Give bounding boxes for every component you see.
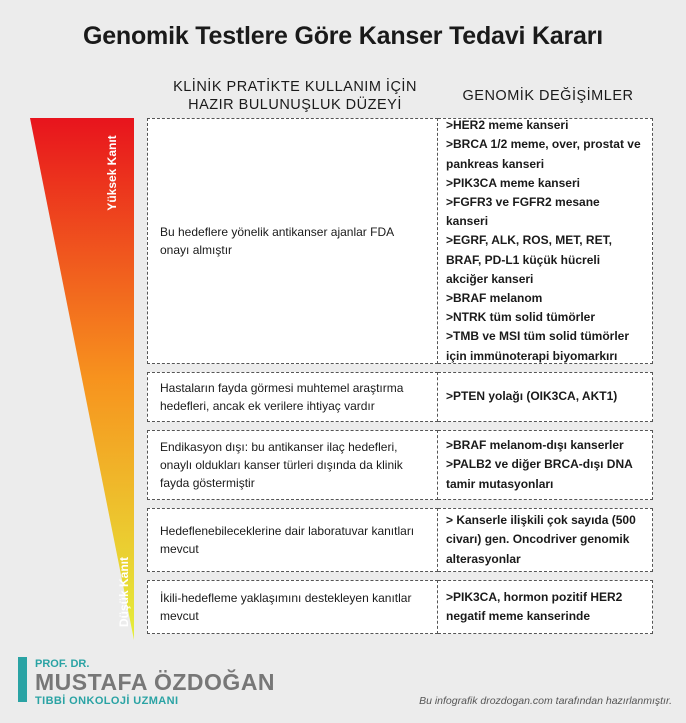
alterations-column-header: GENOMİK DEĞİŞİMLER [462,88,634,104]
alteration-item: >EGRF, ALK, ROS, MET, RET, BRAF, PD-L1 küçük hücreli akciğer kanseri [446,233,612,286]
alterations-cell [438,580,653,634]
readiness-cell: Endikasyon dışı: bu antikanser ilaç hedefleri, onaylı oldukları kanser türleri dışında da klinik fayda göstermiştir [147,430,438,500]
alteration-item: >TMB ve MSI tüm solid tümörler için immünoterapi biyomarkırı [446,329,630,363]
table-row [147,118,653,364]
alteration-item: >PIK3CA, hormon pozitif HER2 negatif meme kanserinde [446,589,623,623]
table-row [147,580,653,634]
high-evidence-label: Yüksek Kanıt [105,135,119,211]
logo-accent-bar [18,657,27,702]
readiness-cell: Hastaların fayda görmesi muhtemel araştırma hedefleri, ancak ek verilere ihtiyaç vardır [147,372,438,422]
readiness-cell: İkili-hedefleme yaklaşımını destekleyen kanıtlar mevcut [147,580,438,634]
alteration-item: >FGFR3 ve FGFR2 mesane kanseri [446,195,600,229]
alterations-cell [438,118,653,364]
page-title: Genomik Testlere Göre Kanser Tedavi Kararı [82,22,604,50]
readiness-header-line2: HAZIR BULUNUŞLUK DÜZEYİ [188,97,402,113]
readiness-cell: Hedeflenebileceklerine dair laboratuvar kanıtları mevcut [147,508,438,572]
table-row [147,430,653,500]
alterations-cell [438,508,653,572]
alteration-item: >PALB2 ve diğer BRCA-dışı DNA tamir mutasyonları [446,457,633,491]
alteration-item: > Kanserle ilişkili çok sayıda (500 civarı) gen. Oncodriver genomik alterasyonlar [446,513,636,566]
footer-credit: Bu infografik drozdogan.com tarafından hazırlanmıştır. [419,695,672,707]
alteration-item: >NTRK tüm solid tümörler [446,310,596,325]
alteration-item: >BRCA 1/2 meme, over, prostat ve pankreas kanseri [446,137,641,171]
author-specialty: TIBBİ ONKOLOJİ UZMANI [35,695,179,707]
alteration-item: >BRAF melanom [446,291,543,306]
alteration-item: >PIK3CA meme kanseri [446,175,580,190]
alteration-item: >BRAF melanom-dışı kanserler [446,438,624,453]
author-title: PROF. DR. [35,658,90,670]
alterations-cell [438,372,653,422]
low-evidence-label: Düşük Kanıt [117,556,131,627]
readiness-column-header [150,78,440,114]
table-row [147,372,653,422]
author-name: MUSTAFA ÖZDOĞAN [35,669,276,695]
alterations-cell [438,430,653,500]
readiness-cell: Bu hedeflere yönelik antikanser ajanlar FDA onayı almıştır [147,118,438,364]
alteration-item: >HER2 meme kanseri [446,118,569,133]
readiness-header-line1: KLİNİK PRATİKTE KULLANIM İÇİN [173,79,417,95]
table-row [147,508,653,572]
alteration-item: >PTEN yolağı (OIK3CA, AKT1) [446,389,618,404]
evidence-gradient-wedge [0,0,160,660]
